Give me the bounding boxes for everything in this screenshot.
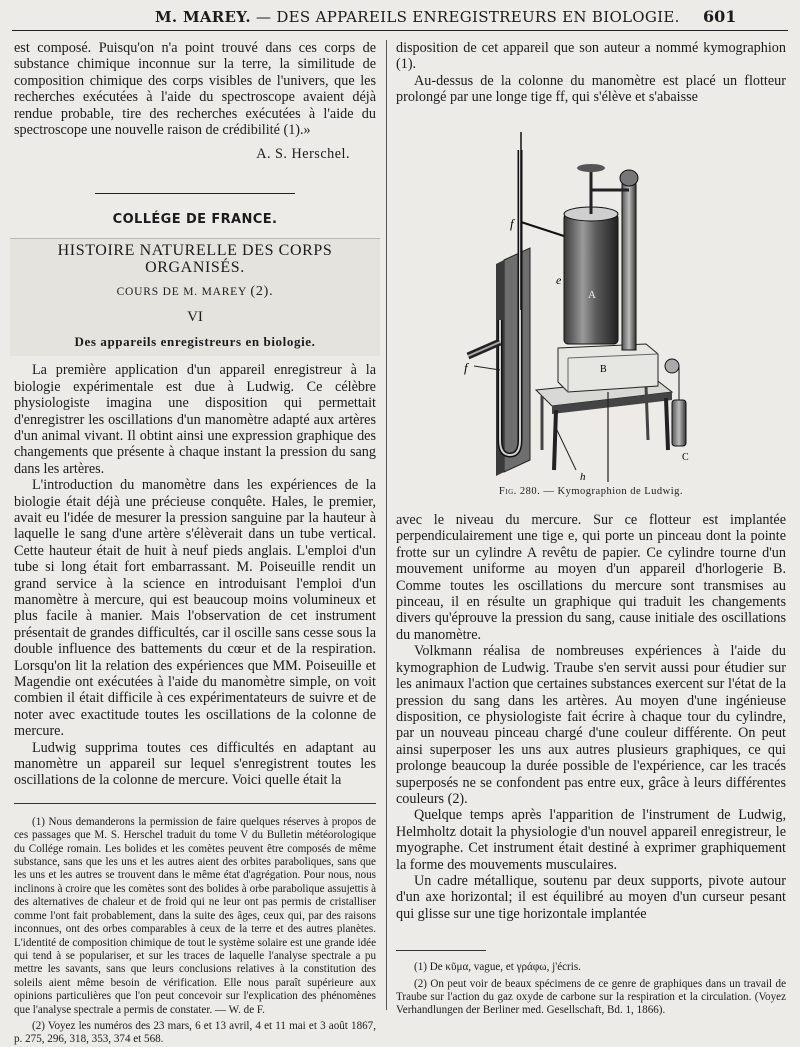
table-leg (554, 410, 556, 470)
history-title: HISTOIRE NATURELLE DES CORPS ORGANISÉS. (57, 242, 333, 276)
label-A: A (588, 288, 596, 301)
label-f-top: f (510, 215, 514, 231)
course-label: COURS DE M. MAREY (116, 286, 247, 299)
section-title: Des appareils enregistreurs en biologie. (74, 333, 316, 349)
footnote-rule (396, 950, 486, 951)
inlet-tube-glare (468, 342, 500, 356)
label-B: B (600, 363, 607, 375)
footnote: (1) Nous demanderons la permission de faire quelques réserves à propos de ces passages que M. S. Herschel traduit du tome V du Bulletin météorologique du Collége romain. Les bolides et les comètes peuvent être composés de même substance, sans que les uns et les autres aient des orbites paraboliques, sans que les uns et les autres se trouvent dans le même état d'agrégation. Pour nous, nous inclinons à croire que les comètes sont des bolides à orbe parabolique assujettis à des alternatives de chaleur et de froid qui ne leur ont pas permis de cristalliser comme l'ont fait probablement, dans la suite des âges, ceux qui, par des raisons inconnues, ont des orbes comparables à ceux de la terre et des autres planètes. L'identité de composition chimique de tout le système solaire est une grande idée qui tend à se populariser, et sur les traces de laquelle l'analyse spectrale a pu mettre les savants, sans que leurs conclusions relatives à la constitution des soleils aient même besoin de vérification. Elle nous paraît supérieure aux opinions particulières que l'on peut concevoir sur l'explication des phénomènes que l'analyse spectrale a permis de constater. — W. de F. (14, 815, 376, 1016)
body-paragraph: Ludwig supprima toutes ces difficultés en adaptant au manomètre un appareil sur lequel s'enregistrent toutes les oscillations de la colonne de mercure. Voici quelle était la (14, 739, 376, 789)
college-heading: COLLÉGE DE FRANCE. (112, 211, 278, 227)
caption-dash: — (543, 485, 555, 497)
body-paragraph: Un cadre métallique, soutenu par deux supports, pivote autour d'un axe horizontal; il est équilibré au moyen d'un curseur pesant qui glisse sur une tige horizontale implantée (396, 872, 786, 922)
footnote: (2) On peut voir de beaux spécimens de ce genre de graphiques dans un travail de Traube sur l'action du gaz oxyde de carbone sur la respiration et la circulation. (Voyez Verhandlungen der Berliner med. Gesellschaft, Bd. 1, 1866). (396, 977, 786, 1017)
header-author: M. MAREY. (155, 8, 251, 26)
footnote: (1) De κῦμα, vague, et γράφω, j'écris. (414, 961, 581, 974)
label-C: C (682, 451, 689, 463)
table-leg (646, 386, 648, 440)
header-dash: — (255, 8, 272, 26)
header-rule (12, 30, 788, 31)
section-number: VI (187, 309, 203, 326)
body-paragraph: L'introduction du manomètre dans les expériences de la biologie était déjà une précieuse conquête. Hales, le premier, avait eu l'idée de mesurer la pression sanguine par la hauteur à laquelle le sang d'une artère s'élèverait dans un tube vertical. Cette hauteur était de huit à neuf pieds anglais. L'emploi d'un tube si long était fort embarrassant. M. Poiseuille rendit un grand service à la science en introduisant l'emploi d'un manomètre à mercure, qui est beaucoup moins volumineux et plus facile à manier. Mais l'observation de cet instrument présentait de grandes difficultés, car il oscille sans cesse sous la double influence des battements du cœur et de la respiration. Lorsqu'on lit la relation des expériences que MM. Poiseuille et Magendie ont exécutées à l'aide du manomètre simple, on voit combien il était difficile à ces expérimentateurs de suivre et de noter avec exactitude toutes les oscillations de la colonne de mercure. (14, 477, 376, 740)
body-paragraph: Quelque temps après l'apparition de l'instrument de Ludwig, Helmholtz dotait la physiologie d'un nouvel appareil enregistreur, le myographe. Cet instrument était destiné à exprimer graphiquement la forme des mouvements musculaires. (396, 807, 786, 873)
running-header (0, 0, 800, 32)
body-paragraph: disposition de cet appareil que son auteur a nommé kymographion (1). (396, 40, 786, 73)
signature: A. S. Herschel. (256, 146, 350, 163)
page-number: 601 (703, 7, 737, 26)
column-divider (386, 40, 387, 1010)
label-h: h (580, 470, 586, 482)
course-heading-block (10, 238, 380, 356)
right-column (396, 40, 786, 1018)
recording-cylinder (564, 214, 618, 344)
pen-arm (521, 222, 570, 238)
figure-kymographion (396, 110, 786, 482)
course-line (14, 284, 376, 300)
weight (672, 400, 686, 446)
clockwork-box (558, 344, 658, 392)
course-footnote-ref: (2). (250, 284, 274, 300)
body-paragraph: avec le niveau du mercure. Sur ce flotteur est implantée perpendiculairement une tige e, qui porte un pinceau dont la pointe frotte sur un cylindre A revêtu de papier. Ce cylindre tourne d'un mouvement uniforme au moyen d'un appareil d'horlogerie B. Comme toutes les oscillations du mercure sont transmises au pinceau, il en résulte un graphique qui traduit les changements divers qu'éprouve la pression du sang, cause initiale des oscillations du manomètre. (396, 512, 786, 643)
support-column (622, 180, 636, 350)
scale-board (504, 248, 530, 472)
section-rule (95, 193, 295, 194)
figure-caption (396, 484, 786, 500)
footnote-rule (14, 803, 376, 804)
column-knob (620, 170, 638, 186)
header-title: DES APPAREILS ENREGISTREURS EN BIOLOGIE. (276, 8, 680, 26)
left-column (14, 40, 376, 1047)
label-leader (556, 428, 576, 470)
spindle-head (577, 164, 605, 172)
caption-prefix: Fig. 280. (498, 485, 541, 497)
caption-text: Kymographion de Ludwig. (557, 485, 684, 497)
intro-paragraph: est composé. Puisqu'on n'a point trouvé dans ces corps de substance chimique inconnue sur la terre, la similitude de composition chimique des corps visibles de l'univers, que les recherches exécutées à l'aide du spectroscope avaient déjà rendue probable, tire des recherches exécutées à l'aide du spectroscope une nouvelle raison de crédibilité (1).» (14, 40, 376, 139)
running-title (155, 8, 680, 26)
pulley (665, 359, 679, 373)
label-f-left: f (464, 359, 468, 375)
body-paragraph: Volkmann réalisa de nombreuses expériences à l'aide du kymographion de Ludwig. Traube s'en servit aussi pour étudier sur les animaux l'action que certaines substances exercent sur l'état de la pression du sang dans les artères. Au moyen d'une ingénieuse disposition, ce physiologiste fait écrire à chaque tour du cylindre, par un nouveau pinceau chargé d'une couleur différente. On peut ainsi superposer les uns aux autres plusieurs graphiques, ce qui prolonge beaucoup la durée possible de l'expérience, car les tracés superposés ne se confondent pas entre eux, grâce à leurs différentes couleurs (2). (396, 643, 786, 807)
kymographion-illustration (396, 110, 786, 482)
table-leg (666, 398, 668, 450)
body-paragraph: Au-dessus de la colonne du manomètre est placé un flotteur prolongé par une longe tige ff, qui s'élève et s'abaisse (396, 72, 786, 106)
footnote: (2) Voyez les numéros des 23 mars, 6 et 13 avril, 4 et 11 mai et 3 août 1867, p. 275, 296, 318, 353, 374 et 568. (14, 1019, 376, 1046)
label-e: e (556, 272, 562, 287)
body-paragraph: La première application d'un appareil enregistreur à la biologie expérimentale est due à Ludwig. Ce célèbre physiologiste imagina une disposition qui permettait d'enregistrer les oscillations d'un manomètre adapté aux artères d'un animal vivant. Il obtint ainsi une expression graphique des changements que présente à chaque instant la pression du sang dans les artères. (14, 362, 376, 477)
